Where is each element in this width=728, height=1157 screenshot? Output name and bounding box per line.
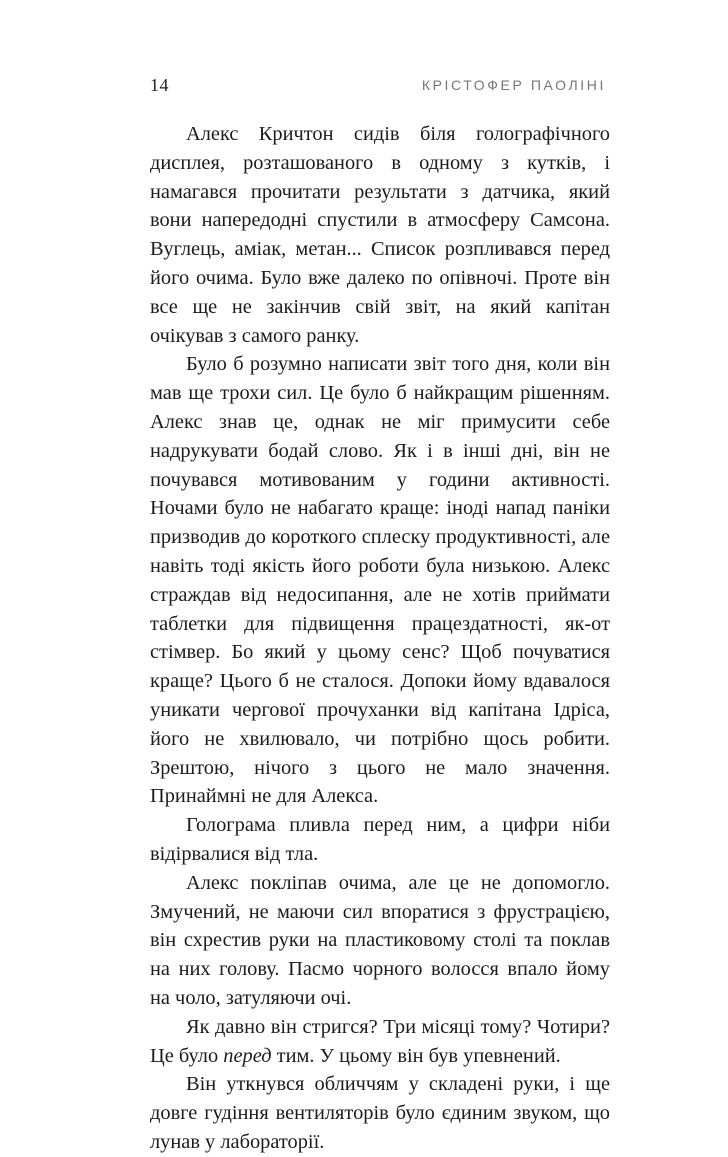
emphasized-word: перед: [223, 1044, 272, 1067]
paragraph: Він уткнувся обличчям у складені руки, і ще довге гудіння вентиляторів було єдиним звуком, що лунав у лабораторії.: [150, 1073, 610, 1153]
running-head: КРІСТОФЕР ПАОЛІНІ: [421, 77, 606, 93]
paragraph: Алекс покліпав очима, але це не допомогло. Змучений, не маючи сил впоратися з фрустрацією, він схрестив руки на пластиковому столі та поклав на них голову. Пасмо чорного волосся впало йому на чоло, затуляючи очі.: [150, 871, 610, 1009]
paragraph-text: Як давно він стригся? Три місяці тому? Чотири? Це було: [150, 1015, 610, 1067]
paragraph: [150, 1013, 610, 1071]
paragraph: Було б розумно написати звіт того дня, коли він мав ще трохи сил. Це було б найкращим рішенням. Алекс знав це, однак не міг примусити себе надрукувати бодай слово. Як і в інші дні, він не почувався мотивованим у години активності. Ночами було не набагато краще: іноді напад паніки призводив до короткого сплеску продуктивності, але навіть тоді якість його роботи була низькою. Алекс страждав від недосипання, але не хотів приймати таблетки для підвищення працездатності, як-от стімвер. Бо який у цьому сенс? Щоб почуватися краще? Цього б не сталося. Допоки йому вдавалося уникати чергової прочуханки від капітана Ідріса, його не хвилювало, чи потрібно щось робити. Зрештою, нічого з цього не мало значення. Принаймні не для Алекса.: [150, 353, 610, 808]
paragraph: Алекс Кричтон сидів біля голографічного дисплея, розташованого в одному з кутків, і намагався прочитати результати з датчика, який вони напередодні спустили в атмосферу Самсона. Вуглець, аміак, метан... Список розпливався перед його очима. Було вже далеко по опівночі. Проте він все ще не закінчив свій звіт, на який капітан очікував з самого ранку.: [150, 123, 610, 347]
body-text: [150, 120, 610, 1157]
paragraph: Голограма пливла перед ним, а цифри ніби відірвалися від тла.: [150, 814, 610, 865]
page-number: 14: [150, 75, 169, 95]
paragraph-text: тим. У цьому він був упевнений.: [271, 1044, 561, 1067]
